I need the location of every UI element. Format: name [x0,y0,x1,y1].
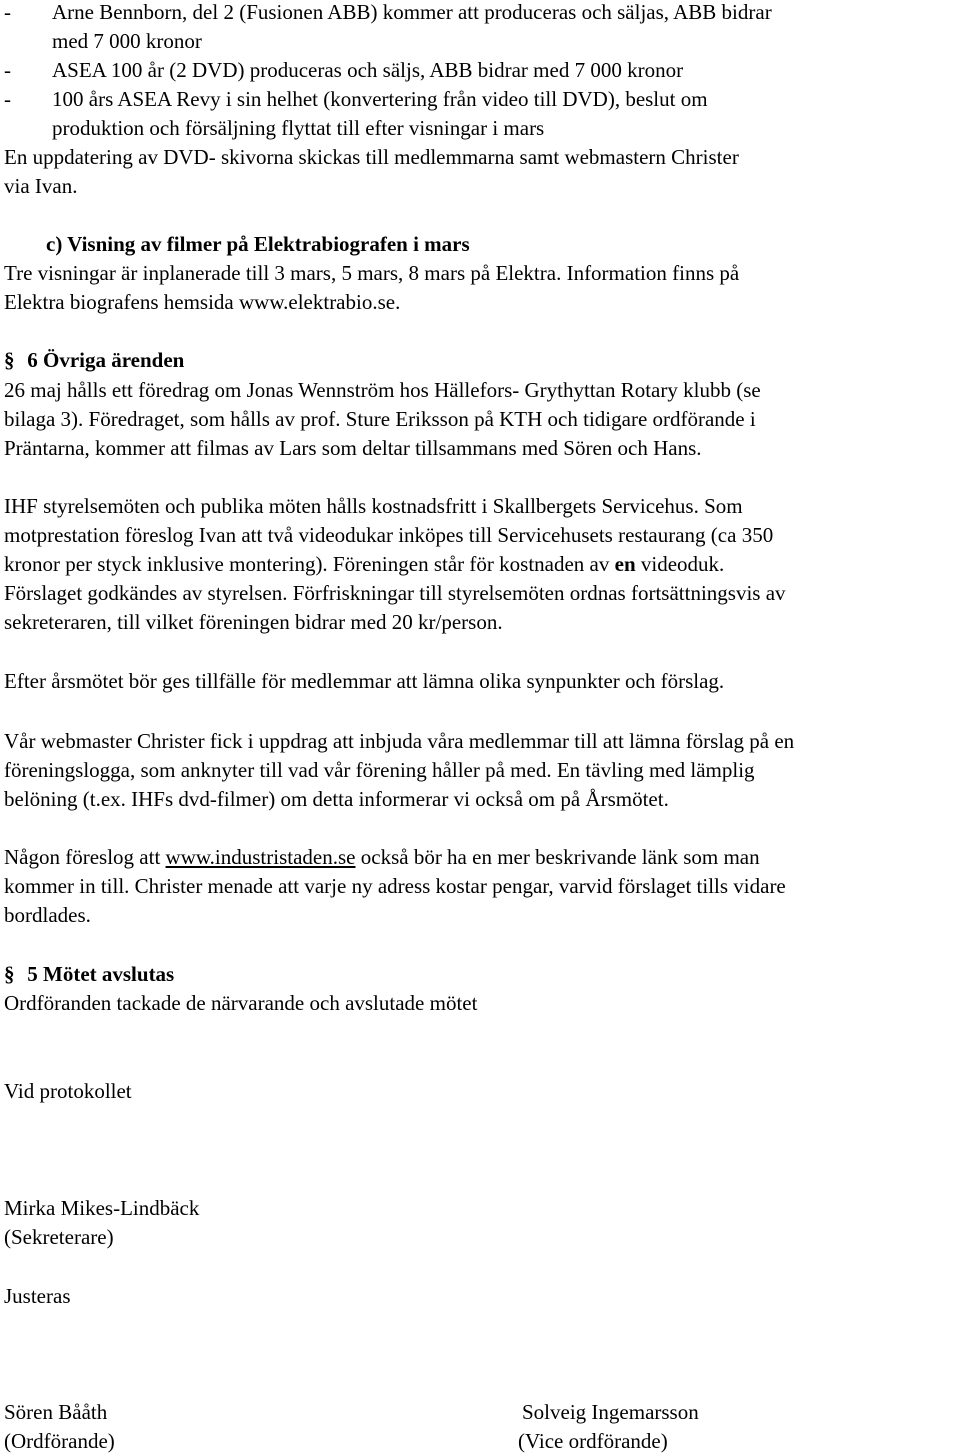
protocol-label: Vid protokollet [4,1079,132,1103]
vice-chair-role: (Vice ordförande) [518,1429,668,1453]
paragraph-line: Förslaget godkändes av styrelsen. Förfriskningar till styrelsemöten ordnas fortsättningsvis av [4,581,786,605]
list-item-text: 100 års ASEA Revy i sin helhet (konvertering från video till DVD), beslut om [52,87,708,111]
text-run: Någon föreslog att [4,845,166,869]
paragraph-line: Ordföranden tackade de närvarande och avslutade mötet [4,991,478,1015]
verified-label: Justeras [4,1284,71,1308]
secretary-name: Mirka Mikes-Lindbäck [4,1196,200,1220]
paragraph-line: kommer in till. Christer menade att varje ny adress kostar pengar, varvid förslaget tills vidare [4,874,786,898]
bold-text: en [614,552,636,576]
paragraph-line: sekreteraren, till vilket föreningen bidrar med 20 kr/person. [4,610,503,634]
paragraph-line: Tre visningar är inplanerade till 3 mars, 5 mars, 8 mars på Elektra. Information finns på [4,261,740,285]
section-mark: § [4,348,15,372]
list-item-text: produktion och försäljning flyttat till efter visningar i mars [52,116,545,140]
paragraph-line [4,843,760,872]
paragraph-line: Elektra biografens hemsida www.elektrabio.se. [4,290,401,314]
text-run: kronor per styck inklusive montering). Föreningen står för kostnaden av [4,552,615,576]
paragraph-line: motprestation föreslog Ivan att två videodukar inköpes till Servicehusets restaurang (ca 350 [4,523,774,547]
paragraph-line: 26 maj hålls ett föredrag om Jonas Wennström hos Hällefors- Grythyttan Rotary klubb (se [4,378,761,402]
section-mark: § [4,962,15,986]
paragraph-line: föreningslogga, som anknyter till vad vår förening håller på med. En tävling med lämplig [4,758,755,782]
text-run: också bör ha en mer beskrivande länk som man [355,845,760,869]
paragraph-line: En uppdatering av DVD- skivorna skickas till medlemmarna samt webmastern Christer [4,145,739,169]
secretary-role: (Sekreterare) [4,1225,114,1249]
section-heading [4,960,174,989]
paragraph-line: bilaga 3). Föredraget, som hålls av prof. Sture Eriksson på KTH och tidigare ordförande i [4,407,756,431]
section-heading: c) Visning av filmer på Elektrabiografen i mars [46,232,470,256]
chair-name: Sören Bååth [4,1400,108,1424]
paragraph-line: bordlades. [4,903,91,927]
section-title: 6 Övriga ärenden [27,348,185,372]
list-item-text: Arne Bennborn, del 2 (Fusionen ABB) kommer att produceras och säljas, ABB bidrar [52,0,772,24]
paragraph-line [4,550,724,579]
list-item-text: med 7 000 kronor [52,29,202,53]
list-item-text: ASEA 100 år (2 DVD) produceras och säljs, ABB bidrar med 7 000 kronor [52,58,684,82]
vice-chair-name: Solveig Ingemarsson [522,1400,699,1424]
paragraph-line: via Ivan. [4,174,78,198]
chair-role: (Ordförande) [4,1429,115,1453]
paragraph-line: belöning (t.ex. IHFs dvd-filmer) om detta informerar vi också om på Årsmötet. [4,787,669,811]
list-dash: - [4,0,11,24]
paragraph-line: IHF styrelsemöten och publika möten hålls kostnadsfritt i Skallbergets Servicehus. Som [4,494,743,518]
section-title: 5 Mötet avslutas [27,962,175,986]
paragraph-line: Präntarna, kommer att filmas av Lars som deltar tillsammans med Sören och Hans. [4,436,702,460]
url-link[interactable]: www.industristaden.se [165,845,356,869]
section-heading [4,346,184,375]
paragraph-line: Vår webmaster Christer fick i uppdrag att inbjuda våra medlemmar till att lämna förslag på en [4,729,795,753]
paragraph-line: Efter årsmötet bör ges tillfälle för medlemmar att lämna olika synpunkter och förslag. [4,669,725,693]
list-dash: - [4,58,11,82]
list-dash: - [4,87,11,111]
text-run: videoduk. [635,552,725,576]
